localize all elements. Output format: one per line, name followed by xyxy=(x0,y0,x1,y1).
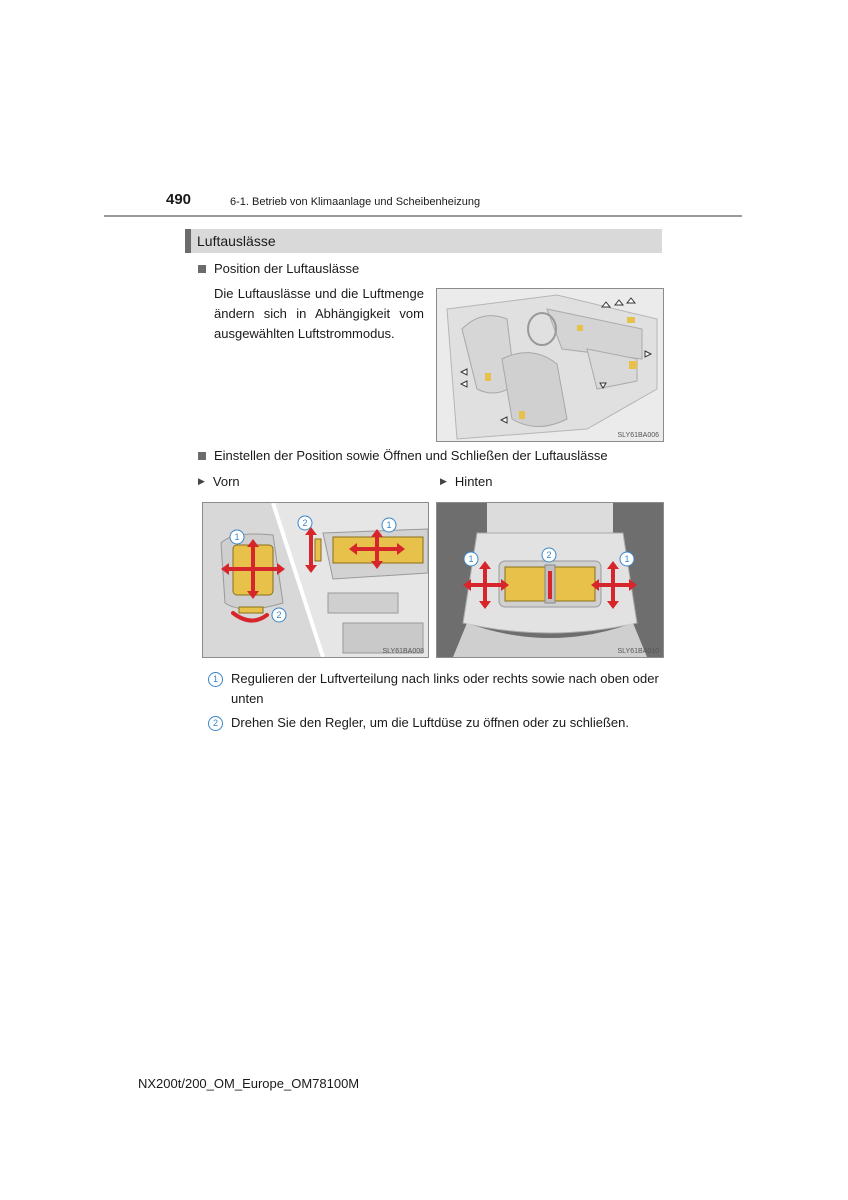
position-heading-text: Position der Luftauslässe xyxy=(214,261,360,276)
square-bullet-icon xyxy=(198,265,206,273)
marker-1: 1 xyxy=(234,532,240,542)
rear-vents-illustration xyxy=(436,502,664,658)
adjust-heading xyxy=(198,448,608,463)
square-bullet-icon xyxy=(198,452,206,460)
note-text: Drehen Sie den Regler, um die Luftdüse zu öffnen oder zu schließen. xyxy=(231,715,629,730)
adjust-heading-text: Einstellen der Position sowie Öffnen und Schließen der Luftauslässe xyxy=(214,448,608,463)
marker-1: 1 xyxy=(468,554,474,564)
vent-positions-illustration xyxy=(436,288,664,442)
note-number: 2 xyxy=(208,716,223,731)
marker-1: 1 xyxy=(386,520,392,530)
figure-code: SLY61BA008 xyxy=(382,648,424,655)
marker-2: 2 xyxy=(302,518,308,528)
marker-2: 2 xyxy=(546,550,552,560)
section-title: Luftauslässe xyxy=(197,233,276,249)
front-label xyxy=(198,474,240,489)
note-item xyxy=(208,669,663,709)
footer-text: NX200t/200_OM_Europe_OM78100M xyxy=(138,1076,360,1091)
header-rule xyxy=(104,215,742,217)
triangle-bullet-icon: ▶ xyxy=(440,476,447,486)
front-label-text: Vorn xyxy=(212,474,240,489)
section-title-bar xyxy=(185,229,662,253)
marker-2: 2 xyxy=(276,610,282,620)
front-vents-drawing xyxy=(203,503,428,657)
position-heading xyxy=(198,261,359,276)
front-vents-illustration xyxy=(202,502,429,658)
figure-code: SLY61BA006 xyxy=(617,432,659,439)
note-number: 1 xyxy=(208,672,223,687)
rear-vents-drawing xyxy=(437,503,663,657)
position-description: Die Luftauslässe und die Luftmenge ändern sich in Abhängigkeit vom ausgewählten Luftstrommodus. xyxy=(214,286,424,341)
note-text: Regulieren der Luftverteilung nach links oder rechts sowie nach oben oder unten xyxy=(231,671,659,706)
page-number: 490 xyxy=(166,191,192,208)
cabin-overview-drawing xyxy=(437,289,663,441)
rear-label-text: Hinten xyxy=(454,474,493,489)
chapter-title: 6-1. Betrieb von Klimaanlage und Scheibenheizung xyxy=(230,196,481,208)
figure-code: SLY61BA010 xyxy=(617,648,659,655)
note-item xyxy=(208,713,663,733)
rear-label xyxy=(440,474,493,489)
section-accent xyxy=(185,229,191,253)
marker-1: 1 xyxy=(624,554,630,564)
triangle-bullet-icon: ▶ xyxy=(198,476,205,486)
